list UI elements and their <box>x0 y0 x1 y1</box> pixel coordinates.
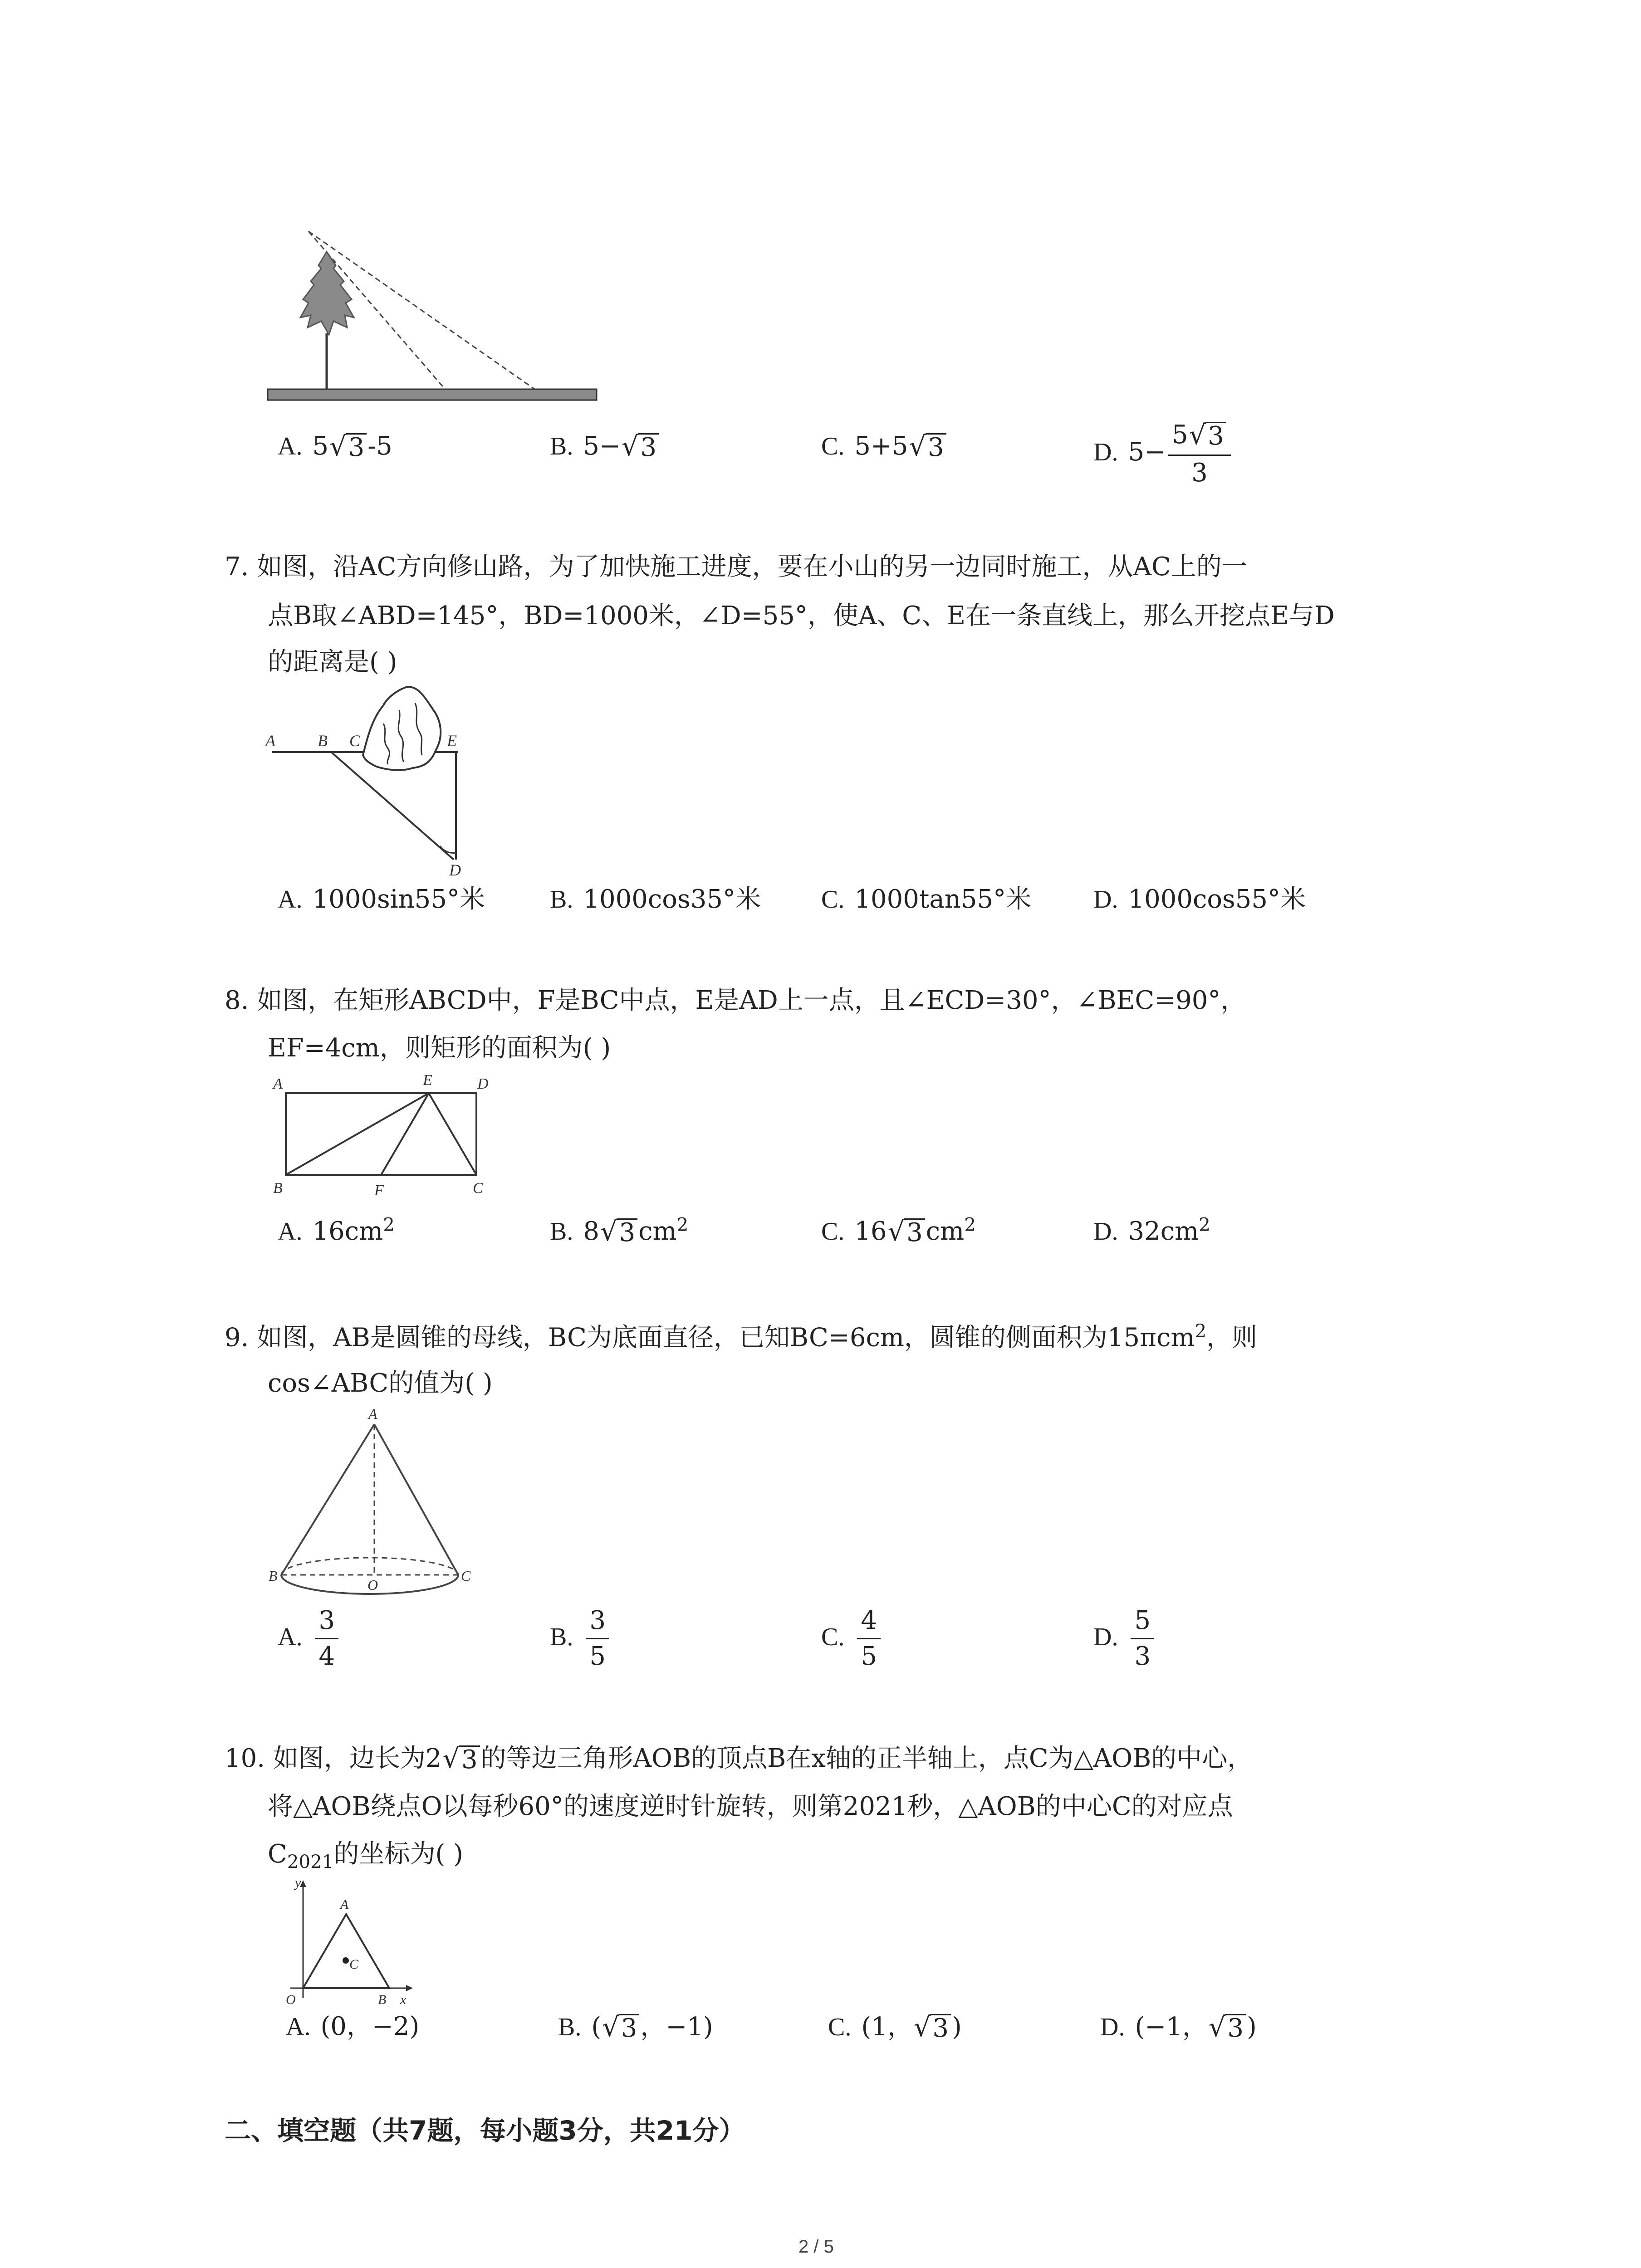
q10-label-c: C <box>349 1957 359 1972</box>
q10-label-y: y <box>295 1875 301 1890</box>
q8-label-a: A <box>273 1075 283 1092</box>
q10-label-a: A <box>340 1897 349 1912</box>
q10-stem-line-1: 10. 如图，边长为2 √ 3 的等边三角形AOB的顶点B在x轴的正半轴上，点C为△AOB的中心， <box>225 1743 1253 1774</box>
q8-label-c: C <box>473 1180 483 1197</box>
q8-label-b: B <box>273 1180 283 1197</box>
q8-stem-line-1: 8. 如图，在矩形ABCD中，F是BC中点，E是AD上一点，且∠ECD=30°，∠BEC=90°， <box>225 986 1246 1015</box>
q7-label-e: E <box>447 732 457 750</box>
q9-option-a[interactable]: A. $\frac{3}{4}$ <box>278 1608 341 1669</box>
q10-figure <box>272 1875 426 2009</box>
q7-option-d[interactable]: D. 1000cos55°米 <box>1093 885 1306 914</box>
q9-option-c[interactable]: C. $\frac{4}{5}$ <box>821 1608 883 1669</box>
q8-label-d: D <box>477 1075 489 1092</box>
q10-option-a[interactable]: A. (0，−2) <box>286 2012 420 2041</box>
q8-label-f: F <box>374 1182 384 1199</box>
q8-label-e: E <box>423 1072 432 1089</box>
q10-stem-line-3: $C_{2021}$的坐标为( ) <box>268 1839 463 1873</box>
q10-stem-line-2: 将△AOB绕点O以每秒60°的速度逆时针旋转，则第2021秒，△AOB的中心C的对应点 <box>268 1792 1233 1821</box>
q8-figure <box>263 1066 508 1198</box>
q7-figure <box>263 683 508 882</box>
q6-figure <box>268 218 612 417</box>
q8-option-a[interactable]: A. $16cm^2$ <box>278 1214 395 1246</box>
q6-option-a[interactable]: A. 5 √ 3 -5 <box>278 430 392 462</box>
q7-label-d: D <box>449 861 461 879</box>
q7-label-c: C <box>349 732 361 750</box>
q9-option-b[interactable]: B. $\frac{3}{5}$ <box>550 1608 612 1669</box>
q8-stem-line-2: EF=4cm，则矩形的面积为( ) <box>268 1033 611 1063</box>
q8-option-b[interactable]: B. 8 √ 3 $cm^2$ <box>550 1214 689 1247</box>
q7-option-b[interactable]: B. 1000cos35°米 <box>550 885 761 914</box>
q7-stem-line-3: 的距离是( ) <box>268 647 397 677</box>
q10-label-o: O <box>286 1992 296 2007</box>
q10-label-b: B <box>378 1992 387 2007</box>
q9-figure <box>263 1406 499 1615</box>
section-heading-fill-in: 二、填空题（共7题，每小题3分，共21分） <box>225 2115 745 2146</box>
q9-label-c: C <box>461 1568 471 1584</box>
q7-stem-line-2: 点B取∠ABD=145°，BD=1000米，∠D=55°，使A、C、E在一条直线上，那么开挖点E与D <box>268 601 1335 631</box>
page-number: 2 / 5 <box>798 2237 834 2257</box>
q9-label-a: A <box>368 1406 377 1422</box>
q10-option-b[interactable]: B. ( √ 3 ，−1) <box>558 2011 713 2043</box>
q6-option-c[interactable]: C. 5+5 √ 3 <box>821 433 947 461</box>
q9-label-b: B <box>269 1568 278 1584</box>
q7-option-a[interactable]: A. 1000sin55°米 <box>278 885 485 914</box>
q10-label-x: x <box>400 1992 407 2007</box>
q7-label-a: A <box>265 732 275 750</box>
q6-option-b[interactable]: B. 5− √ 3 <box>550 433 660 461</box>
q7-option-c[interactable]: C. 1000tan55°米 <box>821 885 1032 914</box>
q10-option-c[interactable]: C. (1， √ 3 ) <box>828 2011 962 2043</box>
q6-option-d[interactable]: D. 5− 5 √ 3 3 <box>1093 422 1234 486</box>
q9-stem-line-1: 9. 如图，AB是圆锥的母线，BC为底面直径，已知BC=6cm，圆锥的侧面积为15πcm$^2$，则 <box>225 1320 1258 1353</box>
q8-option-c[interactable]: C. 16 √ 3 $cm^2$ <box>821 1214 976 1247</box>
q9-option-d[interactable]: D. $\frac{5}{3}$ <box>1093 1608 1157 1669</box>
q8-option-d[interactable]: D. $32cm^2$ <box>1093 1214 1210 1246</box>
q7-stem-line-1: 7. 如图，沿AC方向修山路，为了加快施工进度，要在小山的另一边同时施工，从AC上的一 <box>225 552 1247 582</box>
q7-label-b: B <box>318 732 328 750</box>
q9-label-o: O <box>367 1577 378 1593</box>
q10-option-d[interactable]: D. (−1， √ 3 ) <box>1100 2011 1257 2043</box>
q9-stem-line-2: cos∠ABC的值为( ) <box>268 1369 493 1398</box>
